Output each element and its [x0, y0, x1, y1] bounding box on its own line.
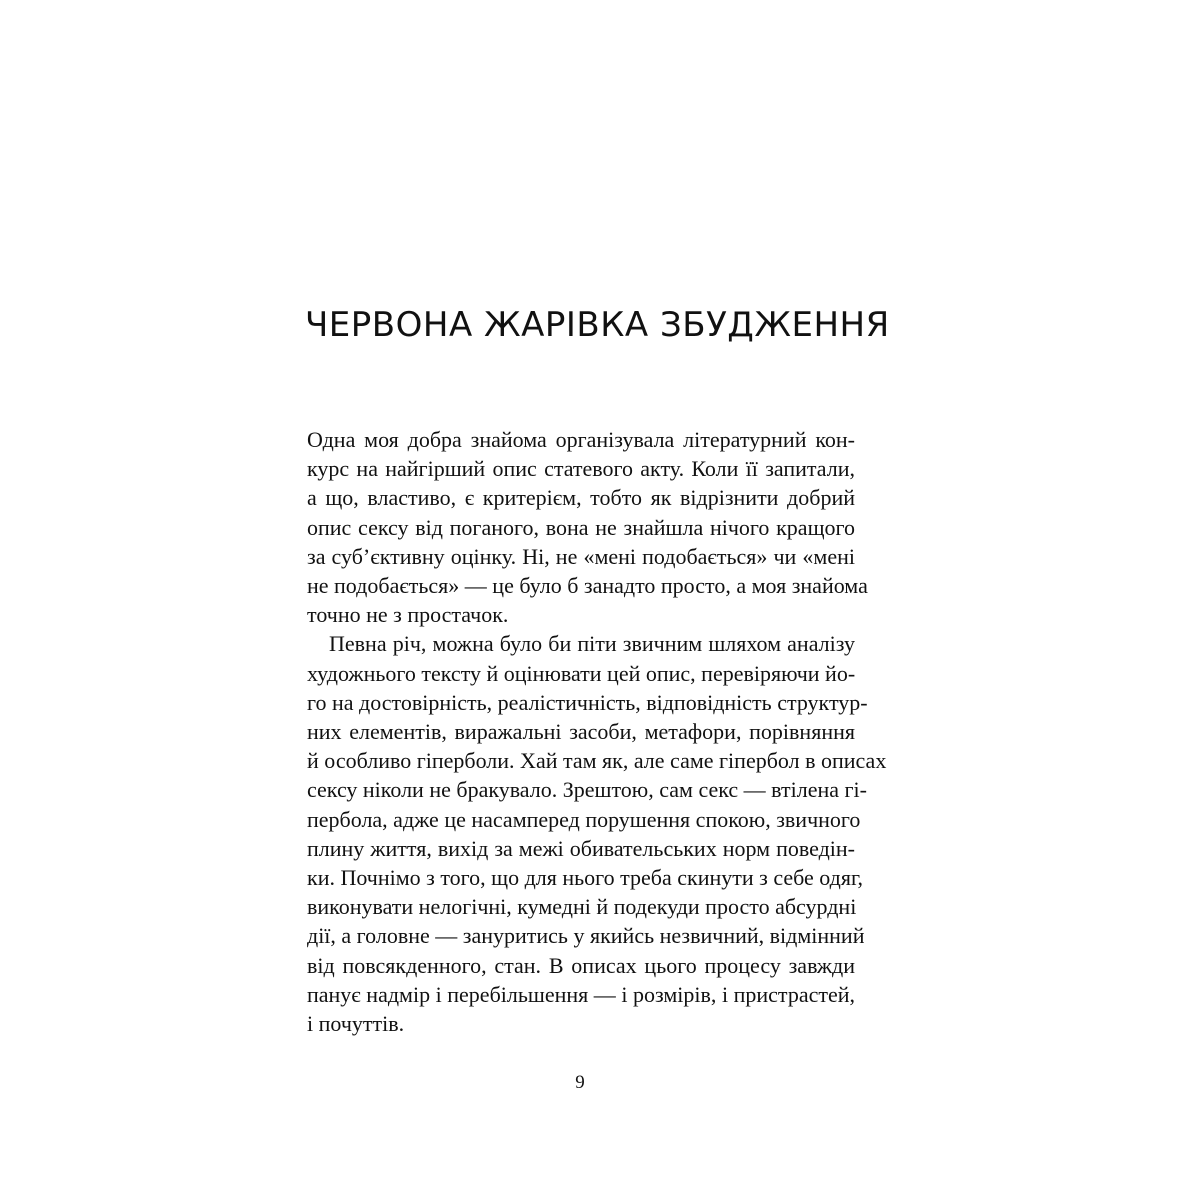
- text-line: і почуттів.: [307, 1011, 405, 1037]
- text-line: курс на найгірший опис статевого акту. Коли її запитали,: [307, 456, 855, 482]
- text-line: художнього тексту й оцінювати цей опис, перевіряючи йо-: [307, 660, 856, 686]
- text-line: дії, а головне — зануритись у якийсь незвичний, відмінний: [307, 923, 865, 949]
- text-line: Певна річ, можна було би піти звичним шляхом аналізу: [329, 631, 855, 657]
- text-line: опис сексу від поганого, вона не знайшла нічого кращого: [307, 514, 855, 540]
- text-line: сексу ніколи не бракувало. Зрештою, сам секс — втілена гі-: [307, 777, 867, 803]
- text-line: пербола, адже це насамперед порушення спокою, звичного: [307, 806, 861, 832]
- text-line: від повсякденного, стан. В описах цього процесу завжди: [307, 952, 855, 978]
- paragraph-1: [307, 425, 868, 629]
- paragraph-2: [307, 629, 887, 1038]
- text-line: не подобається» — це було б занадто просто, а моя знайома: [307, 573, 868, 599]
- text-line: а що, властиво, є критерієм, тобто як відрізнити добрий: [307, 485, 855, 511]
- body-text: [307, 425, 887, 1038]
- text-line: й особливо гіперболи. Хай там як, але саме гіпербол в описах: [307, 748, 887, 774]
- text-line: виконувати нелогічні, кумедні й подекуди просто абсурдні: [307, 894, 857, 920]
- text-line: Одна моя добра знайома організувала літературний кон-: [307, 427, 855, 452]
- text-line: ки. Почнімо з того, що для нього треба скинути з себе одяг,: [307, 865, 864, 891]
- page-number: 9: [575, 1072, 585, 1093]
- text-line: плину життя, вихід за межі обивательських норм поведін-: [307, 835, 855, 861]
- text-line: за суб’єктивну оцінку. Ні, не «мені подобається» чи «мені: [307, 543, 855, 569]
- chapter-title: ЧЕРВОНА ЖАРІВКА ЗБУДЖЕННЯ: [305, 305, 890, 345]
- text-line: панує надмір і перебільшення — і розмірів, і пристрастей,: [307, 981, 855, 1007]
- text-line: го на достовірність, реалістичність, відповідність структур-: [307, 689, 868, 715]
- text-line: точно не з простачок.: [307, 602, 509, 628]
- text-line: них елементів, виражальні засоби, метафори, порівняння: [307, 719, 855, 745]
